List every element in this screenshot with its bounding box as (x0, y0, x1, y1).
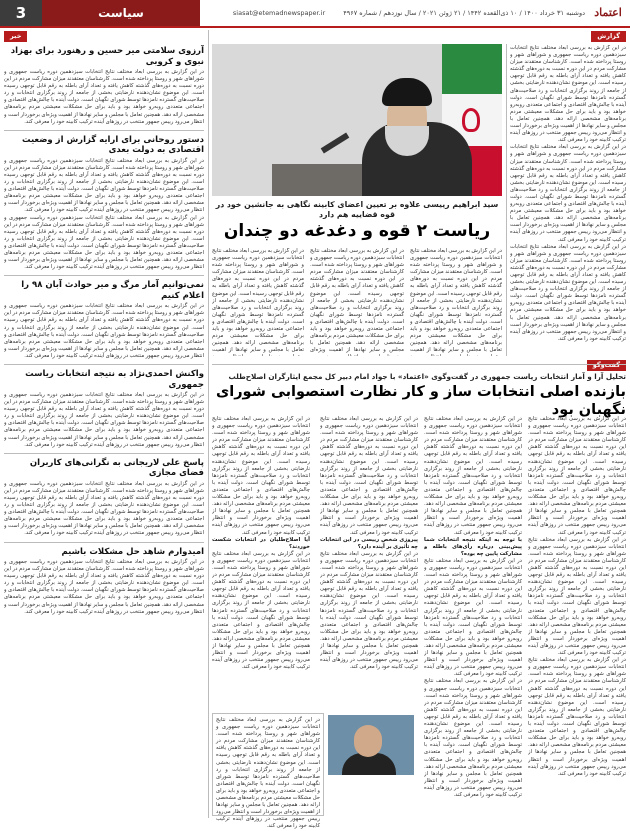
interview-question: آیا اصلاح‌طلبان در انتخابات شکست خوردند؟ (212, 536, 310, 550)
interview-question: با توجه به اینکه نتیجه انتخابات شما پیش‌بینی درباره رأی‌های باطله و مشارکت پایین چه بوده؟ (424, 536, 522, 557)
news-text: در این گزارش به بررسی ابعاد مختلف نتایج انتخابات سیزدهمین دوره ریاست جمهوری و شوراهای شهر و روستا پرداخته شده است. کارشناسان معتقدند میزان مشارکت مردم در این دوره نسبت به دوره‌های گذشته کاهش یافته و تعداد آرای باطله به رقم قابل توجهی رسیده است. این موضوع نشان‌دهنده نارضایتی بخشی از جامعه از روند برگزاری انتخابات و رد صلاحیت‌های گسترده نامزدها توسط شورای نگهبان است. دولت آینده با چالش‌های اقتصادی و اجتماعی متعددی روبه‌رو خواهد بود و باید برای حل مشکلات معیشتی مردم برنامه‌های مشخصی ارائه دهد. همچنین تعامل با مجلس و سایر نهادها از اهمیت ویژه‌ای برخوردار است و انتظار می‌رود رییس جمهور منتخب در روزهای آینده ترکیب کابینه خود را معرفی کند. (4, 69, 204, 125)
news-column (4, 44, 204, 816)
divider (4, 275, 204, 276)
interview-kicker: تحلیل آرا و آمار انتخابات ریاست جمهوری در گفت‌و‌گوی «اعتماد» با جواد امام دبیر کل مجمع ایثارگران اصلاح‌طلب (228, 372, 626, 381)
column-divider (208, 30, 209, 818)
interview-headline-block (214, 372, 626, 419)
lead-body-col: در این گزارش به بررسی ابعاد مختلف نتایج انتخابات سیزدهمین دوره ریاست جمهوری و شوراهای شهر و روستا پرداخته شده است. کارشناسان معتقدند میزان مشارکت مردم در این دوره نسبت به دوره‌های گذشته کاهش یافته و تعداد آرای باطله به رقم قابل توجهی رسیده است. این موضوع نشان‌دهنده نارضایتی بخشی از جامعه از روند برگزاری انتخابات و رد صلاحیت‌های گسترده نامزدها توسط شورای نگهبان است. دولت آینده با چالش‌های اقتصادی و اجتماعی متعددی روبه‌رو خواهد بود و باید برای حل مشکلات معیشتی مردم برنامه‌های مشخصی ارائه دهد. همچنین تعامل با مجلس و سایر نهادها از اهمیت (410, 248, 502, 354)
tag-news: خبر (4, 31, 27, 42)
news-title: پاسخ علی لاریجانی به نگرانی‌های کاربران فضای مجازی (29, 457, 204, 479)
column-divider (506, 44, 507, 356)
lead-photo (212, 44, 502, 196)
page-header (0, 0, 630, 28)
tag-report: گزارش (591, 31, 626, 42)
newspaper-logo: اعتماد (594, 6, 622, 19)
lead-kicker: سید ابراهیم رییسی علاوه بر تعیین اعضای کابینه نگاهی به جانشین خود در قوه قضاییه هم دارد (215, 200, 499, 219)
report-text: در این گزارش به بررسی ابعاد مختلف نتایج انتخابات سیزدهمین دوره ریاست جمهوری و شوراهای شهر و روستا پرداخته شده است. کارشناسان معتقدند میزان مشارکت مردم در این دوره نسبت به دوره‌های گذشته کاهش یافته و تعداد آرای باطله به رقم قابل توجهی رسیده است. این موضوع نشان‌دهنده نارضایتی بخشی از جامعه از روند برگزاری انتخابات و رد صلاحیت‌های گسترده نامزدها توسط شورای نگهبان است. دولت آینده با چالش‌های اقتصادی و اجتماعی متعددی روبه‌رو خواهد بود و باید برای حل مشکلات معیشتی مردم برنامه‌های مشخصی ارائه دهد. همچنین تعامل با مجلس و سایر نهادها از اهمیت ویژه‌ای برخوردار است و انتظار می‌رود رییس جمهور منتخب در روزهای آینده ترکیب کابینه خود را معرفی کند. (510, 45, 626, 144)
interview-col: در این گزارش به بررسی ابعاد مختلف نتایج انتخابات سیزدهمین دوره ریاست جمهوری و شوراهای شهر و روستا پرداخته شده است. کارشناسان معتقدند میزان مشارکت مردم در این دوره نسبت به دوره‌های گذشته کاهش یافته و تعداد آرای باطله به رقم قابل توجهی رسیده است. این موضوع نشان‌دهنده نارضایتی بخشی از جامعه از روند برگزاری انتخابات و رد صلاحیت‌های گسترده نامزدها توسط شورای نگهبان است. دولت آینده با چالش‌های اقتصادی و اجتماعی متعددی روبه‌رو خواهد بود و باید برای حل مشکلات معیشتی مردم برنامه‌های مشخصی ارائه دهد. همچنین تعامل با مجلس و سایر نهادها از اهمیت ویژه‌ای برخوردار است و انتظار می‌رود رییس جمهور منتخب در روزهای آینده ترکیب کابینه خود را معرفی کند. با توجه به اینکه نتیجه انتخابات شما پیش‌بینی درباره رأی‌های باطله و مشارکت پایین چه بوده؟ در این گزارش به بررسی ابعاد مختلف نتایج انتخابات سیزدهمین دوره ریاست جمهوری و شوراهای شهر و روستا پرداخته شده است. کارشناسان معتقدند میزان مشارکت مردم در این دوره نسبت به دوره‌های گذشته کاهش یافته و تعداد آرای باطله به رقم قابل توجهی رسیده است. این موضوع نشان‌دهنده نارضایتی بخشی از جامعه از روند برگزاری انتخابات و رد صلاحیت‌های گسترده نامزدها توسط شورای نگهبان است. دولت آینده با چالش‌های اقتصادی و اجتماعی متعددی روبه‌رو خواهد بود و باید برای حل مشکلات معیشتی مردم برنامه‌های مشخصی ارائه دهد. همچنین تعامل با مجلس و سایر نهادها از اهمیت ویژه‌ای برخوردار است و انتظار می‌رود رییس جمهور منتخب در روزهای آینده ترکیب کابینه خود را معرفی کند. در این گزارش به بررسی ابعاد مختلف نتایج انتخابات سیزدهمین دوره ریاست جمهوری و شوراهای شهر و روستا پرداخته شده است. کارشناسان معتقدند میزان مشارکت مردم در این دوره نسبت به دوره‌های گذشته کاهش یافته و تعداد آرای باطله به رقم قابل توجهی رسیده است. این موضوع نشان‌دهنده نارضایتی بخشی از جامعه از روند برگزاری انتخابات و رد صلاحیت‌های گسترده نامزدها توسط شورای نگهبان است. دولت آینده با چالش‌های اقتصادی و اجتماعی متعددی روبه‌رو خواهد بود و باید برای حل مشکلات معیشتی مردم برنامه‌های مشخصی ارائه دهد. همچنین تعامل با مجلس و سایر نهادها از اهمیت ویژه‌ای برخوردار است و انتظار می‌رود رییس جمهور منتخب در روزهای آینده ترکیب کابینه خود را معرفی کند. (424, 416, 522, 798)
news-title: واکنش احمدی‌نژاد به نتیجه انتخابات ریاست جمهوری (25, 369, 204, 390)
interview-col: در این گزارش به بررسی ابعاد مختلف نتایج انتخابات سیزدهمین دوره ریاست جمهوری و شوراهای شهر و روستا پرداخته شده است. کارشناسان معتقدند میزان مشارکت مردم در این دوره نسبت به دوره‌های گذشته کاهش یافته و تعداد آرای باطله به رقم قابل توجهی رسیده است. این موضوع نشان‌دهنده نارضایتی بخشی از جامعه از روند برگزاری انتخابات و رد صلاحیت‌های گسترده نامزدها توسط شورای نگهبان است. دولت آینده با چالش‌های اقتصادی و اجتماعی متعددی روبه‌رو خواهد بود و باید برای حل مشکلات معیشتی مردم برنامه‌های مشخصی ارائه دهد. همچنین تعامل با مجلس و سایر نهادها از اهمیت ویژه‌ای برخوردار است و انتظار می‌رود رییس جمهور منتخب در روزهای آینده ترکیب کابینه خود را معرفی کند. پیروزی شخص رییسی در این انتخابات چه تأثیری بر آینده دارد؟ در این گزارش به بررسی ابعاد مختلف نتایج انتخابات سیزدهمین دوره ریاست جمهوری و شوراهای شهر و روستا پرداخته شده است. کارشناسان معتقدند میزان مشارکت مردم در این دوره نسبت به دوره‌های گذشته کاهش یافته و تعداد آرای باطله به رقم قابل توجهی رسیده است. این موضوع نشان‌دهنده نارضایتی بخشی از جامعه از روند برگزاری انتخابات و رد صلاحیت‌های گسترده نامزدها توسط شورای نگهبان است. دولت آینده با چالش‌های اقتصادی و اجتماعی متعددی روبه‌رو خواهد بود و باید برای حل مشکلات معیشتی مردم برنامه‌های مشخصی ارائه دهد. همچنین تعامل با مجلس و سایر نهادها از اهمیت ویژه‌ای برخوردار است و انتظار می‌رود رییس جمهور منتخب در روزهای آینده ترکیب کابینه خود را معرفی کند. (320, 416, 418, 671)
issue-meta (205, 0, 585, 26)
divider (212, 364, 626, 365)
lead-headline: ریاست ۲ قوه و دغدغه دو چندان (223, 221, 491, 241)
lead-headline-block (212, 200, 502, 241)
news-text: در این گزارش به بررسی ابعاد مختلف نتایج انتخابات سیزدهمین دوره ریاست جمهوری و شوراهای شهر و روستا پرداخته شده است. کارشناسان معتقدند میزان مشارکت مردم در این دوره نسبت به دوره‌های گذشته کاهش یافته و تعداد آرای باطله به رقم قابل توجهی رسیده است. این موضوع نشان‌دهنده نارضایتی بخشی از جامعه از روند برگزاری انتخابات و رد صلاحیت‌های گسترده نامزدها توسط شورای نگهبان است. دولت آینده با چالش‌های اقتصادی و اجتماعی متعددی روبه‌رو خواهد بود و باید برای حل مشکلات معیشتی مردم برنامه‌های مشخصی ارائه دهد. همچنین تعامل با مجلس و سایر نهادها از اهمیت ویژه‌ای برخوردار است و انتظار می‌رود رییس جمهور منتخب در روزهای آینده ترکیب کابینه خود را معرفی کند. (4, 480, 204, 537)
tag-interview: گفت‌وگو (587, 360, 626, 371)
news-text: در این گزارش به بررسی ابعاد مختلف نتایج انتخابات سیزدهمین دوره ریاست جمهوری و شوراهای شهر و روستا پرداخته شده است. کارشناسان معتقدند میزان مشارکت مردم در این دوره نسبت به دوره‌های گذشته کاهش یافته و تعداد آرای باطله به رقم قابل توجهی رسیده است. این موضوع نشان‌دهنده نارضایتی بخشی از جامعه از روند برگزاری انتخابات و رد صلاحیت‌های گسترده نامزدها توسط شورای نگهبان است. دولت آینده با چالش‌های اقتصادی و اجتماعی متعددی روبه‌رو خواهد بود و باید برای حل مشکلات معیشتی مردم برنامه‌های مشخصی ارائه دهد. همچنین تعامل با مجلس و سایر نهادها از اهمیت ویژه‌ای برخوردار است و انتظار می‌رود رییس جمهور منتخب در روزهای آینده ترکیب کابینه خود را معرفی کند. (4, 392, 204, 448)
divider (4, 130, 204, 131)
interview-col: در این گزارش به بررسی ابعاد مختلف نتایج انتخابات سیزدهمین دوره ریاست جمهوری و شوراهای شهر و روستا پرداخته شده است. کارشناسان معتقدند میزان مشارکت مردم در این دوره نسبت به دوره‌های گذشته کاهش یافته و تعداد آرای باطله به رقم قابل توجهی رسیده است. این موضوع نشان‌دهنده نارضایتی بخشی از جامعه از روند برگزاری انتخابات و رد صلاحیت‌های گسترده نامزدها توسط شورای نگهبان است. دولت آینده با چالش‌های اقتصادی و اجتماعی متعددی روبه‌رو خواهد بود و باید برای حل مشکلات معیشتی مردم برنامه‌های مشخصی ارائه دهد. همچنین تعامل با مجلس و سایر نهادها از اهمیت ویژه‌ای برخوردار است و انتظار می‌رود رییس جمهور منتخب در روزهای آینده ترکیب کابینه خود را معرفی کند. آیا اصلاح‌طلبان در انتخابات شکست خوردند؟ در این گزارش به بررسی ابعاد مختلف نتایج انتخابات سیزدهمین دوره ریاست جمهوری و شوراهای شهر و روستا پرداخته شده است. کارشناسان معتقدند میزان مشارکت مردم در این دوره نسبت به دوره‌های گذشته کاهش یافته و تعداد آرای باطله به رقم قابل توجهی رسیده است. این موضوع نشان‌دهنده نارضایتی بخشی از جامعه از روند برگزاری انتخابات و رد صلاحیت‌های گسترده نامزدها توسط شورای نگهبان است. دولت آینده با چالش‌های اقتصادی و اجتماعی متعددی روبه‌رو خواهد بود و باید برای حل مشکلات معیشتی مردم برنامه‌های مشخصی ارائه دهد. همچنین تعامل با مجلس و سایر نهادها از اهمیت ویژه‌ای برخوردار است و انتظار می‌رود رییس جمهور منتخب در روزهای آینده ترکیب کابینه خود را معرفی کند. (212, 416, 310, 671)
interview-question: پیروزی شخص رییسی در این انتخابات چه تأثیری بر آینده دارد؟ (320, 536, 418, 550)
sidebar-box: در این گزارش به بررسی ابعاد مختلف نتایج انتخابات سیزدهمین دوره ریاست جمهوری و شوراهای شهر و روستا پرداخته شده است. کارشناسان معتقدند میزان مشارکت مردم در این دوره نسبت به دوره‌های گذشته کاهش یافته و تعداد آرای باطله به رقم قابل توجهی رسیده است. این موضوع نشان‌دهنده نارضایتی بخشی از جامعه از روند برگزاری انتخابات و رد صلاحیت‌های گسترده نامزدها توسط شورای نگهبان است. دولت آینده با چالش‌های اقتصادی و اجتماعی متعددی روبه‌رو خواهد بود و باید برای حل مشکلات معیشتی مردم برنامه‌های مشخصی ارائه دهد. همچنین تعامل با مجلس و سایر نهادها از اهمیت ویژه‌ای برخوردار است و انتظار می‌رود رییس جمهور منتخب در روزهای آینده ترکیب کابینه خود را معرفی کند. (212, 713, 324, 816)
divider (4, 364, 204, 365)
lead-body-col: در این گزارش به بررسی ابعاد مختلف نتایج انتخابات سیزدهمین دوره ریاست جمهوری و شوراهای شهر و روستا پرداخته شده است. کارشناسان معتقدند میزان مشارکت مردم در این دوره نسبت به دوره‌های گذشته کاهش یافته و تعداد آرای باطله به رقم قابل توجهی رسیده است. این موضوع نشان‌دهنده نارضایتی بخشی از جامعه از روند برگزاری انتخابات و رد صلاحیت‌های گسترده نامزدها توسط شورای نگهبان است. دولت آینده با چالش‌های اقتصادی و اجتماعی متعددی روبه‌رو خواهد بود و باید برای حل مشکلات معیشتی مردم برنامه‌های مشخصی ارائه دهد. همچنین تعامل با مجلس و سایر نهادها از اهمیت (212, 248, 304, 354)
interview-col: در این گزارش به بررسی ابعاد مختلف نتایج انتخابات سیزدهمین دوره ریاست جمهوری و شوراهای شهر و روستا پرداخته شده است. کارشناسان معتقدند میزان مشارکت مردم در این دوره نسبت به دوره‌های گذشته کاهش یافته و تعداد آرای باطله به رقم قابل توجهی رسیده است. این موضوع نشان‌دهنده نارضایتی بخشی از جامعه از روند برگزاری انتخابات و رد صلاحیت‌های گسترده نامزدها توسط شورای نگهبان است. دولت آینده با چالش‌های اقتصادی و اجتماعی متعددی روبه‌رو خواهد بود و باید برای حل مشکلات معیشتی مردم برنامه‌های مشخصی ارائه دهد. همچنین تعامل با مجلس و سایر نهادها از اهمیت ویژه‌ای برخوردار است و انتظار می‌رود رییس جمهور منتخب در روزهای آینده ترکیب کابینه خود را معرفی کند. در این گزارش به بررسی ابعاد مختلف نتایج انتخابات سیزدهمین دوره ریاست جمهوری و شوراهای شهر و روستا پرداخته شده است. کارشناسان معتقدند میزان مشارکت مردم در این دوره نسبت به دوره‌های گذشته کاهش یافته و تعداد آرای باطله به رقم قابل توجهی رسیده است. این موضوع نشان‌دهنده نارضایتی بخشی از جامعه از روند برگزاری انتخابات و رد صلاحیت‌های گسترده نامزدها توسط شورای نگهبان است. دولت آینده با چالش‌های اقتصادی و اجتماعی متعددی روبه‌رو خواهد بود و باید برای حل مشکلات معیشتی مردم برنامه‌های مشخصی ارائه دهد. همچنین تعامل با مجلس و سایر نهادها از اهمیت ویژه‌ای برخوردار است و انتظار می‌رود رییس جمهور منتخب در روزهای آینده ترکیب کابینه خود را معرفی کند. در این گزارش به بررسی ابعاد مختلف نتایج انتخابات سیزدهمین دوره ریاست جمهوری و شوراهای شهر و روستا پرداخته شده است. کارشناسان معتقدند میزان مشارکت مردم در این دوره نسبت به دوره‌های گذشته کاهش یافته و تعداد آرای باطله به رقم قابل توجهی رسیده است. این موضوع نشان‌دهنده نارضایتی بخشی از جامعه از روند برگزاری انتخابات و رد صلاحیت‌های گسترده نامزدها توسط شورای نگهبان است. دولت آینده با چالش‌های اقتصادی و اجتماعی متعددی روبه‌رو خواهد بود و باید برای حل مشکلات معیشتی مردم برنامه‌های مشخصی ارائه دهد. همچنین تعامل با مجلس و سایر نهادها از اهمیت ویژه‌ای برخوردار است و انتظار می‌رود رییس جمهور منتخب در روزهای آینده ترکیب کابینه خود را معرفی کند. (528, 416, 626, 777)
divider (4, 453, 204, 454)
interviewee-photo (328, 715, 414, 775)
news-text: در این گزارش به بررسی ابعاد مختلف نتایج انتخابات سیزدهمین دوره ریاست جمهوری و شوراهای شهر و روستا پرداخته شده است. کارشناسان معتقدند میزان مشارکت مردم در این دوره نسبت به دوره‌های گذشته کاهش یافته و تعداد آرای باطله به رقم قابل توجهی رسیده است. این موضوع نشان‌دهنده نارضایتی بخشی از جامعه از روند برگزاری انتخابات و رد صلاحیت‌های گسترده نامزدها توسط شورای نگهبان است. دولت آینده با چالش‌های اقتصادی و اجتماعی متعددی روبه‌رو خواهد بود و باید برای حل مشکلات معیشتی مردم برنامه‌های مشخصی ارائه دهد. همچنین تعامل با مجلس و سایر نهادها از اهمیت ویژه‌ای برخوردار است و انتظار می‌رود رییس جمهور منتخب در روزهای آینده ترکیب کابینه خود را معرفی کند. (4, 559, 204, 615)
report-text: در این گزارش به بررسی ابعاد مختلف نتایج انتخابات سیزدهمین دوره ریاست جمهوری و شوراهای شهر و روستا پرداخته شده است. کارشناسان معتقدند میزان مشارکت مردم در این دوره نسبت به دوره‌های گذشته کاهش یافته و تعداد آرای باطله به رقم قابل توجهی رسیده است. این موضوع نشان‌دهنده نارضایتی بخشی از جامعه از روند برگزاری انتخابات و رد صلاحیت‌های گسترده نامزدها توسط شورای نگهبان است. دولت آینده با چالش‌های اقتصادی و اجتماعی متعددی روبه‌رو خواهد بود و باید برای حل مشکلات معیشتی مردم برنامه‌های مشخصی ارائه دهد. همچنین تعامل با مجلس و سایر نهادها از اهمیت ویژه‌ای برخوردار است و انتظار می‌رود رییس جمهور منتخب در روزهای آینده ترکیب کابینه خود را معرفی کند. (510, 243, 626, 342)
interview-headline: بازنده اصلی انتخابات ساز و کار نظارت استصوابی شورای نگهبان بود (215, 383, 626, 418)
report-column (510, 45, 626, 355)
news-text: در این گزارش به بررسی ابعاد مختلف نتایج انتخابات سیزدهمین دوره ریاست جمهوری و شوراهای شهر و روستا پرداخته شده است. کارشناسان معتقدند میزان مشارکت مردم در این دوره نسبت به دوره‌های گذشته کاهش یافته و تعداد آرای باطله به رقم قابل توجهی رسیده است. این موضوع نشان‌دهنده نارضایتی بخشی از جامعه از روند برگزاری انتخابات و رد صلاحیت‌های گسترده نامزدها توسط شورای نگهبان است. دولت آینده با چالش‌های اقتصادی و اجتماعی متعددی روبه‌رو خواهد بود و باید برای حل مشکلات معیشتی مردم برنامه‌های مشخصی ارائه دهد. همچنین تعامل با مجلس و سایر نهادها از اهمیت ویژه‌ای برخوردار است و انتظار می‌رود رییس جمهور منتخب در روزهای آینده ترکیب کابینه خود را معرفی کند. در این گزارش به بررسی ابعاد مختلف نتایج انتخابات سیزدهمین دوره ریاست جمهوری و شوراهای شهر و روستا پرداخته شده است. کارشناسان معتقدند میزان مشارکت مردم در این دوره نسبت به دوره‌های گذشته کاهش یافته و تعداد آرای باطله به رقم قابل توجهی رسیده است. این موضوع نشان‌دهنده نارضایتی بخشی از جامعه از روند برگزاری انتخابات و رد صلاحیت‌های گسترده نامزدها توسط شورای نگهبان است. دولت آینده با چالش‌های اقتصادی و اجتماعی متعددی روبه‌رو خواهد بود و باید برای حل مشکلات معیشتی مردم برنامه‌های مشخصی ارائه دهد. همچنین تعامل با مجلس و سایر نهادها از اهمیت ویژه‌ای برخوردار است و انتظار می‌رود رییس جمهور منتخب در روزهای آینده ترکیب کابینه خود را معرفی کند. (4, 157, 204, 271)
divider (4, 542, 204, 543)
news-title: دستور روحانی برای ارایه گزارش از وضعیت اقتصادی به دولت بعدی (21, 134, 204, 156)
lead-body-col: در این گزارش به بررسی ابعاد مختلف نتایج انتخابات سیزدهمین دوره ریاست جمهوری و شوراهای شهر و روستا پرداخته شده است. کارشناسان معتقدند میزان مشارکت مردم در این دوره نسبت به دوره‌های گذشته کاهش یافته و تعداد آرای باطله به رقم قابل توجهی رسیده است. این موضوع نشان‌دهنده نارضایتی بخشی از جامعه از روند برگزاری انتخابات و رد صلاحیت‌های گسترده نامزدها توسط شورای نگهبان است. دولت آینده با چالش‌های اقتصادی و اجتماعی متعددی روبه‌رو خواهد بود و باید برای حل مشکلات معیشتی مردم برنامه‌های مشخصی ارائه دهد. همچنین تعامل با مجلس و سایر نهادها از اهمیت ویژه‌ای (310, 248, 404, 354)
news-title: آرزوی سلامتی میر حسین و رهنورد برای بهزاد نبوی و کروبی (10, 46, 204, 67)
page-number: 3 (0, 0, 42, 26)
news-title: نمی‌توانیم آمار مرگ و میر حوادث آبان ۹۸ را اعلام کنیم (21, 280, 204, 301)
news-title: امیدوارم شاهد حل مشکلات باشیم (61, 546, 204, 557)
issue-date: دوشنبه ۳۱ خرداد ۱۴۰۰ / ۱۰ ذی‌القعده ۱۴۴۲ / ۲۱ ژوئن ۲۰۲۱ / سال نوزدهم / شماره ۴۹۶۷ (343, 9, 585, 17)
section-label: سیاست (42, 0, 200, 26)
report-text: در این گزارش به بررسی ابعاد مختلف نتایج انتخابات سیزدهمین دوره ریاست جمهوری و شوراهای شهر و روستا پرداخته شده است. کارشناسان معتقدند میزان مشارکت مردم در این دوره نسبت به دوره‌های گذشته کاهش یافته و تعداد آرای باطله به رقم قابل توجهی رسیده است. این موضوع نشان‌دهنده نارضایتی بخشی از جامعه از روند برگزاری انتخابات و رد صلاحیت‌های گسترده نامزدها توسط شورای نگهبان است. دولت آینده با چالش‌های اقتصادی و اجتماعی متعددی روبه‌رو خواهد بود و باید برای حل مشکلات معیشتی مردم برنامه‌های مشخصی ارائه دهد. همچنین تعامل با مجلس و سایر نهادها از اهمیت ویژه‌ای برخوردار است و انتظار می‌رود رییس جمهور منتخب در روزهای آینده ترکیب کابینه خود را معرفی کند. (510, 144, 626, 243)
news-text: در این گزارش به بررسی ابعاد مختلف نتایج انتخابات سیزدهمین دوره ریاست جمهوری و شوراهای شهر و روستا پرداخته شده است. کارشناسان معتقدند میزان مشارکت مردم در این دوره نسبت به دوره‌های گذشته کاهش یافته و تعداد آرای باطله به رقم قابل توجهی رسیده است. این موضوع نشان‌دهنده نارضایتی بخشی از جامعه از روند برگزاری انتخابات و رد صلاحیت‌های گسترده نامزدها توسط شورای نگهبان است. دولت آینده با چالش‌های اقتصادی و اجتماعی متعددی روبه‌رو خواهد بود و باید برای حل مشکلات معیشتی مردم برنامه‌های مشخصی ارائه دهد. همچنین تعامل با مجلس و سایر نهادها از اهمیت ویژه‌ای برخوردار است و انتظار می‌رود رییس جمهور منتخب در روزهای آینده ترکیب کابینه خود را معرفی کند. (4, 303, 204, 359)
website-link[interactable]: siasat@etemadnewspaper.ir (232, 9, 326, 17)
